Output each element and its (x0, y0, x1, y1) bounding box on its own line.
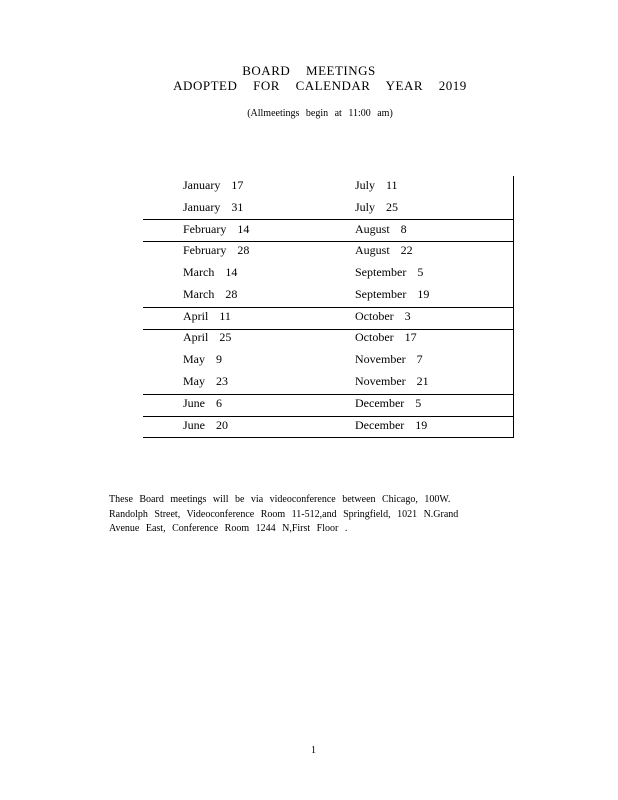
meeting-date-right: October 3 (355, 309, 411, 323)
table-divider (143, 307, 514, 308)
title-line-1: BOARD MEETINGS (242, 63, 376, 78)
note-line: Avenue East, Conference Room 1244 N,First Floor . (109, 523, 348, 534)
note-line: These Board meetings will be via videoconference between Chicago, 100W. (109, 494, 451, 505)
meeting-date-left: January 17 (183, 178, 244, 192)
meeting-schedule-table (143, 176, 514, 438)
location-note (109, 493, 509, 537)
meeting-date-right: October 17 (355, 330, 417, 344)
title-line-2: ADOPTED FOR CALENDAR YEAR 2019 (173, 78, 467, 93)
page-number: 1 (311, 745, 316, 756)
table-divider (143, 416, 514, 417)
subtitle: (Allmeetings begin at 11:00 am) (247, 108, 393, 119)
meeting-date-right: August 8 (355, 222, 407, 236)
meeting-date-right: July 25 (355, 200, 399, 214)
meeting-date-left: April 11 (183, 309, 231, 323)
meeting-date-left: June 20 (183, 418, 228, 432)
table-divider (143, 437, 514, 438)
meeting-date-left: February 28 (183, 243, 250, 257)
meeting-date-right: November 21 (355, 374, 429, 388)
meeting-date-left: January 31 (183, 200, 244, 214)
note-line: Randolph Street, Videoconference Room 11-512,and Springfield, 1021 N.Grand (109, 508, 459, 520)
meeting-date-left: May 23 (183, 374, 228, 388)
meeting-date-left: May 9 (183, 352, 222, 366)
meeting-date-right: November 7 (355, 352, 423, 366)
table-divider (143, 394, 514, 395)
meeting-date-left: March 14 (183, 265, 238, 279)
meeting-date-left: April 25 (183, 330, 232, 344)
meeting-date-right: August 22 (355, 243, 413, 257)
meeting-date-left: June 6 (183, 396, 222, 410)
table-divider (143, 219, 514, 220)
table-divider (143, 241, 514, 242)
meeting-date-right: December 5 (355, 396, 422, 410)
meeting-date-right: July 11 (355, 178, 398, 192)
meeting-date-right: September 19 (355, 287, 430, 301)
meeting-date-right: December 19 (355, 418, 428, 432)
meeting-date-left: March 28 (183, 287, 238, 301)
meeting-date-left: February 14 (183, 222, 250, 236)
meeting-date-right: September 5 (355, 265, 424, 279)
